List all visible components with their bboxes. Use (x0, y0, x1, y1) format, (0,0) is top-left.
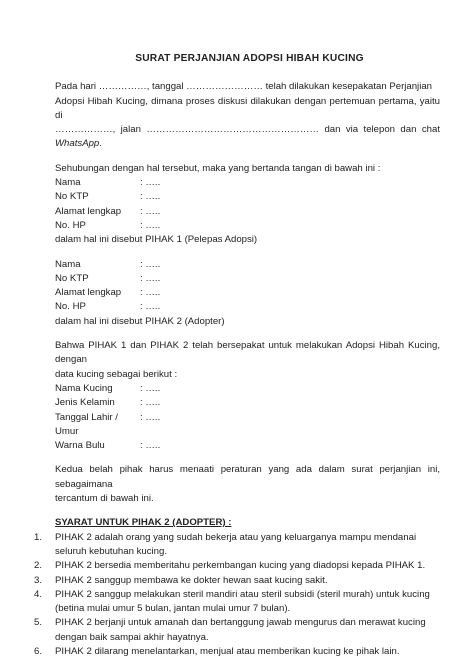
field-label: No KTP (55, 191, 89, 203)
rule-item (34, 574, 440, 588)
signatories-intro: Sehubungan dengan hal tersebut, maka yang bertanda tangan di bawah ini : (55, 162, 381, 174)
rule-text: PIHAK 2 sanggup membawa ke dokter hewan saat kucing sakit. (55, 574, 328, 586)
rule-item (34, 559, 440, 573)
field-label: Nama (55, 258, 81, 270)
rule-number: 5. (34, 617, 43, 629)
intro-line-1: Pada hari ……………, tanggal …………………… telah dilakukan kesepakatan Perjanjian (55, 81, 432, 93)
field-value: : ….. (140, 258, 161, 270)
obey-paragraph (55, 463, 440, 506)
field-value: : ….. (140, 205, 161, 217)
field-label: Tanggal Lahir / Umur (55, 411, 118, 437)
cat-field-sex (55, 396, 440, 410)
intro-line-3-end: . (99, 138, 102, 150)
document-title: SURAT PERJANJIAN ADOPSI HIBAH KUCING (135, 53, 364, 64)
rule-text: PIHAK 2 dilarang menelantarkan, menjual atau memberikan kucing ke pihak lain. (55, 645, 400, 657)
pihak2-field-ktp (55, 272, 440, 286)
rule-number: 6. (34, 645, 43, 657)
field-label: Warna Bulu (55, 440, 105, 452)
rule-text: PIHAK 2 bersedia memberitahu perkembangan kucing yang diadopsi kepada PIHAK 1. (55, 560, 426, 572)
field-value: : ….. (140, 219, 161, 231)
agreement-paragraph (55, 339, 440, 382)
pihak1-field-ktp (55, 190, 440, 204)
rule-number: 1. (34, 531, 43, 543)
rule-text (55, 531, 440, 560)
rule-line-2: (betina mulai umur 5 bulan, jantan mulai umur 7 bulan). (55, 603, 291, 615)
rule-line-2: dengan baik sampai akhir hayatnya. (55, 631, 209, 643)
field-value: : ….. (140, 411, 161, 423)
pihak2-field-name (55, 258, 440, 272)
rule-item (34, 645, 440, 659)
pihak2-field-phone (55, 300, 440, 314)
field-label: No. HP (55, 301, 86, 313)
field-label: Nama Kucing (55, 382, 113, 394)
obey-line-1: Kedua belah pihak harus menaati peraturan yang ada dalam surat perjanjian ini, sebagaimana (55, 464, 440, 490)
pihak1-field-name (55, 176, 440, 190)
field-value: : ….. (140, 191, 161, 203)
intro-paragraph (55, 80, 440, 151)
rule-item (34, 531, 440, 560)
agreement-line-2: data kucing sebagai berikut : (55, 368, 178, 380)
obey-line-2: tercantum di bawah ini. (55, 493, 154, 505)
field-value: : ….. (140, 382, 161, 394)
intro-line-3-text: ………………, jalan ……………………………………………… dan via telepon dan chat (55, 124, 440, 136)
field-value: : ….. (140, 397, 161, 409)
rule-number: 3. (34, 574, 43, 586)
pihak1-field-address (55, 205, 440, 219)
rules-list (34, 531, 440, 659)
intro-line-2: Adopsi Hibah Kucing, dimana proses diskusi dilakukan dengan pertemuan pertama, yaitu di (55, 95, 440, 121)
field-label: Jenis Kelamin (55, 397, 115, 409)
rule-text (55, 588, 440, 617)
cat-field-name (55, 382, 440, 396)
field-label: No. HP (55, 219, 86, 231)
pihak2-fields (55, 258, 440, 329)
rule-item (34, 588, 440, 617)
field-value: : ….. (140, 272, 161, 284)
rules-heading: SYARAT UNTUK PIHAK 2 (ADOPTER) : (55, 517, 232, 529)
pihak1-note: dalam hal ini disebut PIHAK 1 (Pelepas Adopsi) (55, 234, 258, 246)
pihak2-field-address (55, 286, 440, 300)
cat-field-birth (55, 411, 440, 440)
field-label: Alamat lengkap (55, 287, 122, 299)
rule-text (55, 616, 440, 645)
whatsapp-word: WhatsApp (55, 138, 100, 150)
field-value: : ….. (140, 177, 161, 189)
rule-line-1: PIHAK 2 adalah orang yang sudah bekerja atau yang keluarganya mampu mendanai (55, 531, 417, 543)
rule-line-1: PIHAK 2 sanggup melakukan steril mandiri atau steril subsidi (steril murah) untuk kucing (55, 588, 430, 600)
pihak1-fields (55, 176, 440, 247)
intro-line-3 (55, 123, 440, 152)
field-label: Alamat lengkap (55, 205, 122, 217)
rule-number: 4. (34, 588, 43, 600)
rule-line-2: seluruh kebutuhan kucing. (55, 545, 168, 557)
agreement-line-1: Bahwa PIHAK 1 dan PIHAK 2 telah bersepakat untuk melakukan Adopsi Hibah Kucing, dengan (55, 340, 440, 366)
cat-field-color (55, 439, 440, 453)
field-value: : ….. (140, 440, 161, 452)
field-value: : ….. (140, 287, 161, 299)
cat-fields (55, 382, 440, 453)
field-label: Nama (55, 177, 81, 189)
rule-number: 2. (34, 560, 43, 572)
pihak2-note: dalam hal ini disebut PIHAK 2 (Adopter) (55, 315, 225, 327)
field-value: : ….. (140, 301, 161, 313)
rule-item (34, 616, 440, 645)
pihak1-field-phone (55, 219, 440, 233)
rule-line-1: PIHAK 2 berjanji untuk amanah dan bertanggung jawab mengurus dan merawat kucing (55, 617, 426, 629)
field-label: No KTP (55, 272, 89, 284)
